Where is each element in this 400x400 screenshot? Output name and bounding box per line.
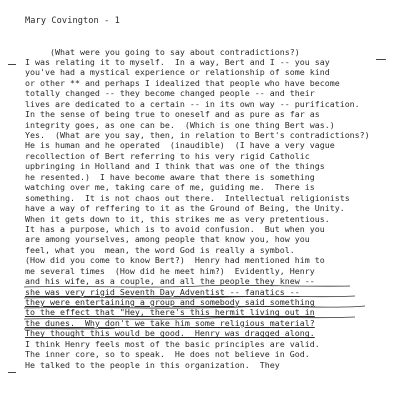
- transcript-body: [25, 47, 370, 371]
- text-line: are among yourselves, among people that know you, how you: [25, 234, 310, 245]
- margin-mark: [8, 64, 16, 65]
- text-line: and his wife, as a couple, and all the people they knew --: [25, 276, 315, 287]
- text-line-underlined: They thought this would be good. Henry was dragged along.: [25, 328, 315, 339]
- text-line: I was relating it to myself. In a way, Bert and I -- you say: [25, 56, 330, 67]
- text-line-underlined: to the effect that "Hey, there's this hermit living out in: [25, 307, 315, 318]
- text-line: he resented.) I have become aware that there is something: [25, 171, 315, 182]
- text-line-underlined: they were entertaining a group and somebody said something: [25, 297, 315, 307]
- margin-mark: [376, 59, 386, 60]
- text-line: He is human and he operated (inaudible) (I have a very vague: [25, 140, 335, 151]
- text-line-underlined: she was very rigid Seventh Day Adventist -- fanatics --: [25, 286, 300, 297]
- text-line: me several times (How did he meet him?) Evidently, Henry: [25, 265, 315, 276]
- text-line: something. It is not chaos out there. Intellectual religionists: [25, 192, 350, 203]
- text-line: lives are dedicated to a certain -- in its own way -- purification.: [25, 98, 360, 109]
- text-line: (What were you going to say about contradictions?): [25, 46, 300, 57]
- text-line: He talked to the people in this organization. They: [25, 359, 280, 370]
- text-line-underlined: the dunes. Why don't we take him some religious material?: [25, 317, 315, 328]
- text-line: When it gets down to it, this strikes me as very pretentious.: [25, 213, 330, 224]
- text-line: I think Henry feels most of the basic principles are valid.: [25, 338, 320, 349]
- page-title: Mary Covington - 1: [25, 16, 120, 26]
- text-line: watching over me, taking care of me, guiding me. There is: [25, 182, 315, 193]
- text-line: feel, what you mean, the word God is really a symbol.: [25, 244, 295, 255]
- text-line: integrity goes, as one can be. (Which is one thing Bert was.): [25, 119, 335, 130]
- text-line: or other ** and perhaps I idealized that people who have become: [25, 77, 340, 88]
- text-line: Yes. (What are you say, then, in relation to Bert's contradictions?): [25, 130, 370, 140]
- text-line: upbringing in Holland and I think that was one of the things: [25, 161, 325, 172]
- text-line: you've had a mystical experience or relationship of some kind: [25, 67, 330, 78]
- text-line: have a way of reffering to it as the Ground of Being, the Unity.: [25, 203, 345, 214]
- text-line: The inner core, so to speak. He does not believe in God.: [25, 349, 310, 360]
- text-line: In the sense of being true to oneself and as pure as far as: [25, 109, 320, 120]
- text-line: It has a purpose, which is to avoid confusion. But when you: [25, 223, 325, 234]
- text-line: recollection of Bert referring to his very rigid Catholic: [25, 150, 310, 161]
- text-line: (How did you come to know Bert?) Henry had mentioned him to: [25, 255, 325, 266]
- text-line: totally changed -- they become changed people -- and their: [25, 88, 315, 99]
- margin-mark: [8, 372, 16, 373]
